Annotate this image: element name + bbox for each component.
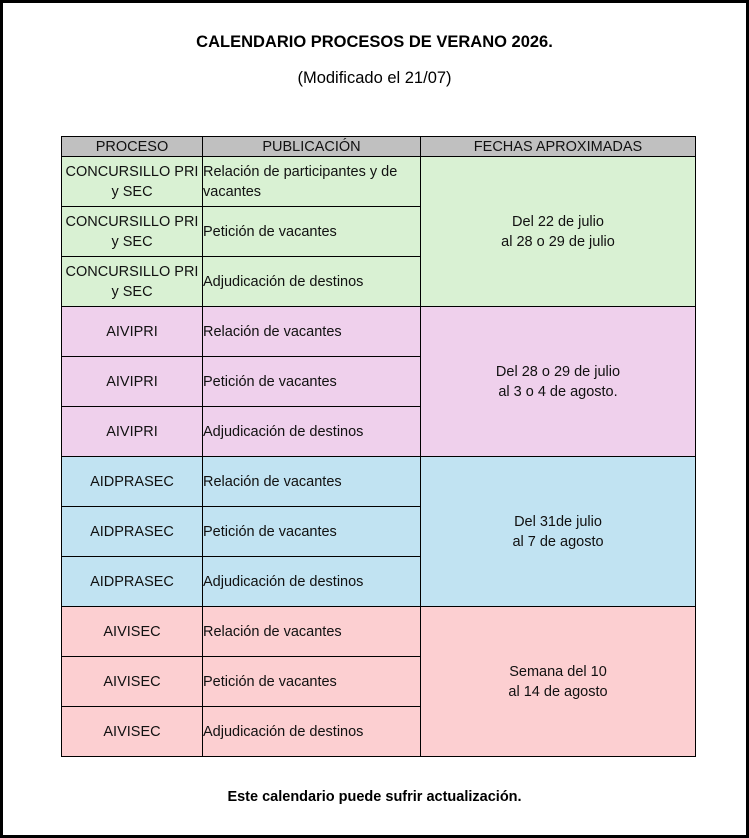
publicacion-cell: Relación de vacantes: [203, 607, 421, 657]
fechas-line-1: Semana del 10: [509, 663, 607, 680]
proceso-cell: AIVISEC: [62, 707, 203, 757]
proceso-cell: AIVIPRI: [62, 357, 203, 407]
proceso-cell: AIDPRASEC: [62, 457, 203, 507]
header-fechas: FECHAS APROXIMADAS: [421, 137, 696, 157]
publicacion-cell: Adjudicación de destinos: [203, 407, 421, 457]
publicacion-cell: Relación de participantes y de vacantes: [203, 157, 421, 207]
footer-note: Este calendario puede sufrir actualización.: [227, 789, 522, 805]
group-aivisec: [62, 607, 696, 757]
proceso-cell: AIVISEC: [62, 657, 203, 707]
table-row: [62, 157, 696, 207]
proceso-cell: AIDPRASEC: [62, 507, 203, 557]
publicacion-cell: Petición de vacantes: [203, 507, 421, 557]
fechas-line-2: al 3 o 4 de agosto.: [498, 383, 618, 400]
proceso-cell: AIVISEC: [62, 607, 203, 657]
publicacion-cell: Relación de vacantes: [203, 457, 421, 507]
group-concursillo: [62, 157, 696, 307]
proceso-cell: CONCURSILLO PRI y SEC: [62, 157, 203, 207]
publicacion-cell: Adjudicación de destinos: [203, 257, 421, 307]
page-title: CALENDARIO PROCESOS DE VERANO 2026.: [196, 33, 553, 51]
publicacion-cell: Petición de vacantes: [203, 657, 421, 707]
page-subtitle: (Modificado el 21/07): [297, 69, 452, 87]
header-proceso: PROCESO: [62, 137, 203, 157]
publicacion-cell: Petición de vacantes: [203, 207, 421, 257]
fechas-line-1: Del 28 o 29 de julio: [495, 363, 621, 380]
document-page: [3, 3, 746, 835]
fechas-line-2: al 28 o 29 de julio: [501, 233, 615, 250]
fechas-line-2: al 14 de agosto: [508, 683, 608, 700]
group-aivipri: [62, 307, 696, 457]
proceso-cell: CONCURSILLO PRI y SEC: [62, 207, 203, 257]
table-row: [62, 307, 696, 357]
table-header-row: [62, 137, 696, 157]
table-row: [62, 607, 696, 657]
proceso-cell: AIVIPRI: [62, 407, 203, 457]
group-aidprasec: [62, 457, 696, 607]
header-publicacion: PUBLICACIÓN: [203, 137, 421, 157]
fechas-cell: [421, 157, 696, 307]
proceso-cell: AIVIPRI: [62, 307, 203, 357]
fechas-line-1: Del 22 de julio: [512, 213, 604, 230]
fechas-cell: [421, 607, 696, 757]
fechas-line-1: Del 31de julio: [514, 513, 602, 530]
fechas-cell: [421, 457, 696, 607]
publicacion-cell: Adjudicación de destinos: [203, 707, 421, 757]
calendar-table: [61, 136, 696, 757]
fechas-line-2: al 7 de agosto: [512, 533, 604, 550]
publicacion-cell: Adjudicación de destinos: [203, 557, 421, 607]
publicacion-cell: Petición de vacantes: [203, 357, 421, 407]
proceso-cell: AIDPRASEC: [62, 557, 203, 607]
proceso-cell: CONCURSILLO PRI y SEC: [62, 257, 203, 307]
fechas-cell: [421, 307, 696, 457]
table-row: [62, 457, 696, 507]
publicacion-cell: Relación de vacantes: [203, 307, 421, 357]
